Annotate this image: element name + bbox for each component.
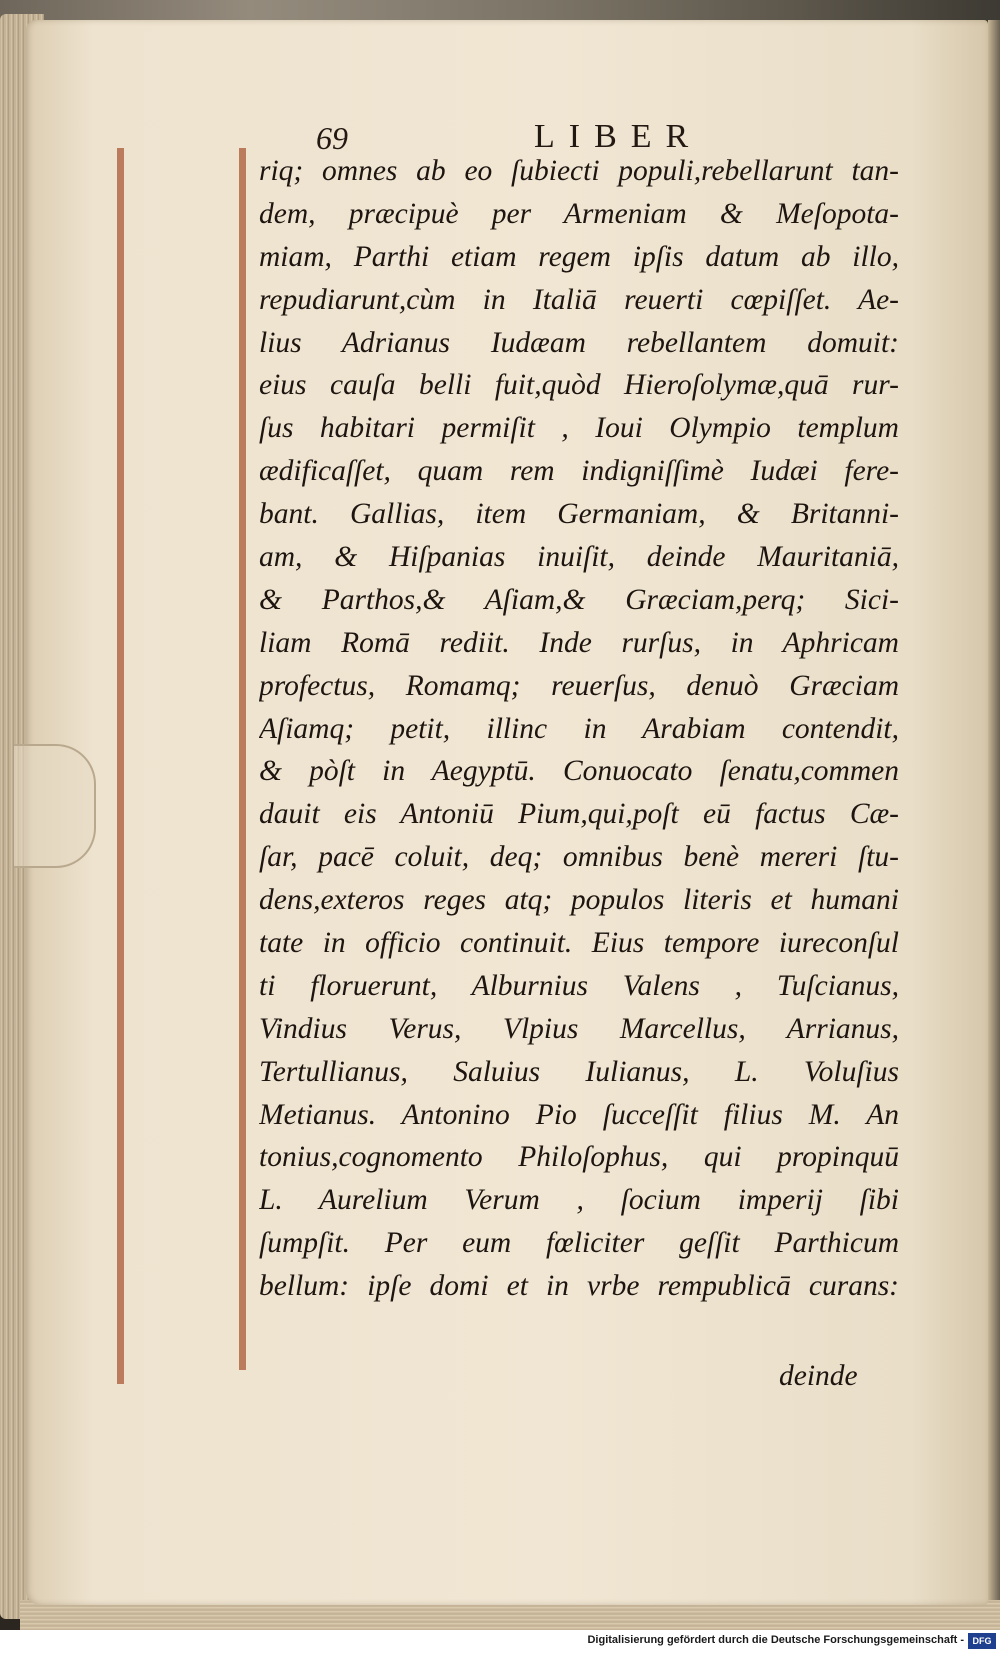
page-number: 69: [316, 120, 348, 156]
text-line: ædificaſſet, quam rem indigniſſimè Iudæi fere-: [259, 455, 899, 488]
page-clip-mark: [14, 744, 96, 868]
body-text: [259, 150, 899, 1308]
text-line: ti floruerunt, Alburnius Valens , Tuſcianus,: [259, 969, 899, 1002]
dfg-logo: DFG: [968, 1633, 996, 1649]
text-line: ſus habitari permiſit , Ioui Olympio templum: [259, 412, 899, 445]
text-line: profectus, Romamq; reuerſus, denuò Græciam: [259, 669, 899, 702]
text-line: Tertullianus, Saluius Iulianus, L. Voluſius: [259, 1055, 899, 1088]
text-line: Metianus. Antonino Pio ſucceſſit filius M. An: [259, 1098, 899, 1131]
digitization-credit-bar: [0, 1630, 1000, 1654]
text-line: eius cauſa belli fuit,quòd Hieroſolymæ,quā rur-: [259, 369, 899, 402]
text-line: miam, Parthi etiam regem ipſis datum ab illo,: [259, 240, 899, 273]
catchword: deinde: [779, 1360, 858, 1392]
text-line: ſumpſit. Per eum fœliciter geſſit Parthicum: [259, 1227, 899, 1260]
text-line: Vindius Verus, Vlpius Marcellus, Arrianus,: [259, 1012, 899, 1045]
text-line: ſar, pacē coluit, deq; omnibus benè mereri ſtu-: [259, 841, 899, 874]
text-line: riq; omnes ab eo ſubiecti populi,rebellarunt tan-: [259, 155, 899, 187]
credit-text: Digitalisierung gefördert durch die Deutsche Forschungsgemeinschaft -: [587, 1634, 964, 1646]
text-line: & Parthos,& Aſiam,& Græciam,perq; Sici-: [259, 583, 899, 616]
margin-rule-inner: [239, 148, 246, 1370]
book-page: [26, 20, 988, 1605]
text-line: dem, præcipuè per Armeniam & Meſopota-: [259, 197, 899, 230]
text-line: & pòſt in Aegyptū. Conuocato ſenatu,commen: [259, 755, 899, 788]
text-line: dauit eis Antoniū Pium,qui,poſt eū factus Cæ-: [259, 798, 899, 831]
text-line: Aſiamq; petit, illinc in Arabiam contendit,: [259, 712, 899, 745]
running-head: LIBER: [534, 118, 703, 155]
text-line: repudiarunt,cùm in Italiā reuerti cœpiſſet. Ae-: [259, 283, 899, 316]
book-page-edge-right: [988, 20, 1000, 1620]
text-line: tonius,cognomento Philoſophus, qui propinquū: [259, 1141, 899, 1174]
text-line: L. Aurelium Verum , ſocium imperij ſibi: [259, 1184, 899, 1217]
text-line: am, & Hiſpanias inuiſit, deinde Mauritaniā,: [259, 541, 899, 574]
text-line: dens,exteros reges atq; populos literis et humani: [259, 884, 899, 917]
text-line: tate in officio continuit. Eius tempore iureconſul: [259, 927, 899, 960]
margin-rule-outer: [117, 148, 124, 1384]
text-line: liam Romā rediit. Inde rurſus, in Aphricam: [259, 626, 899, 659]
text-line: bant. Gallias, item Germaniam, & Britanni-: [259, 498, 899, 531]
text-line: lius Adrianus Iudæam rebellantem domuit:: [259, 326, 899, 359]
text-line: bellum: ipſe domi et in vrbe rempublicā curans:: [259, 1270, 899, 1303]
